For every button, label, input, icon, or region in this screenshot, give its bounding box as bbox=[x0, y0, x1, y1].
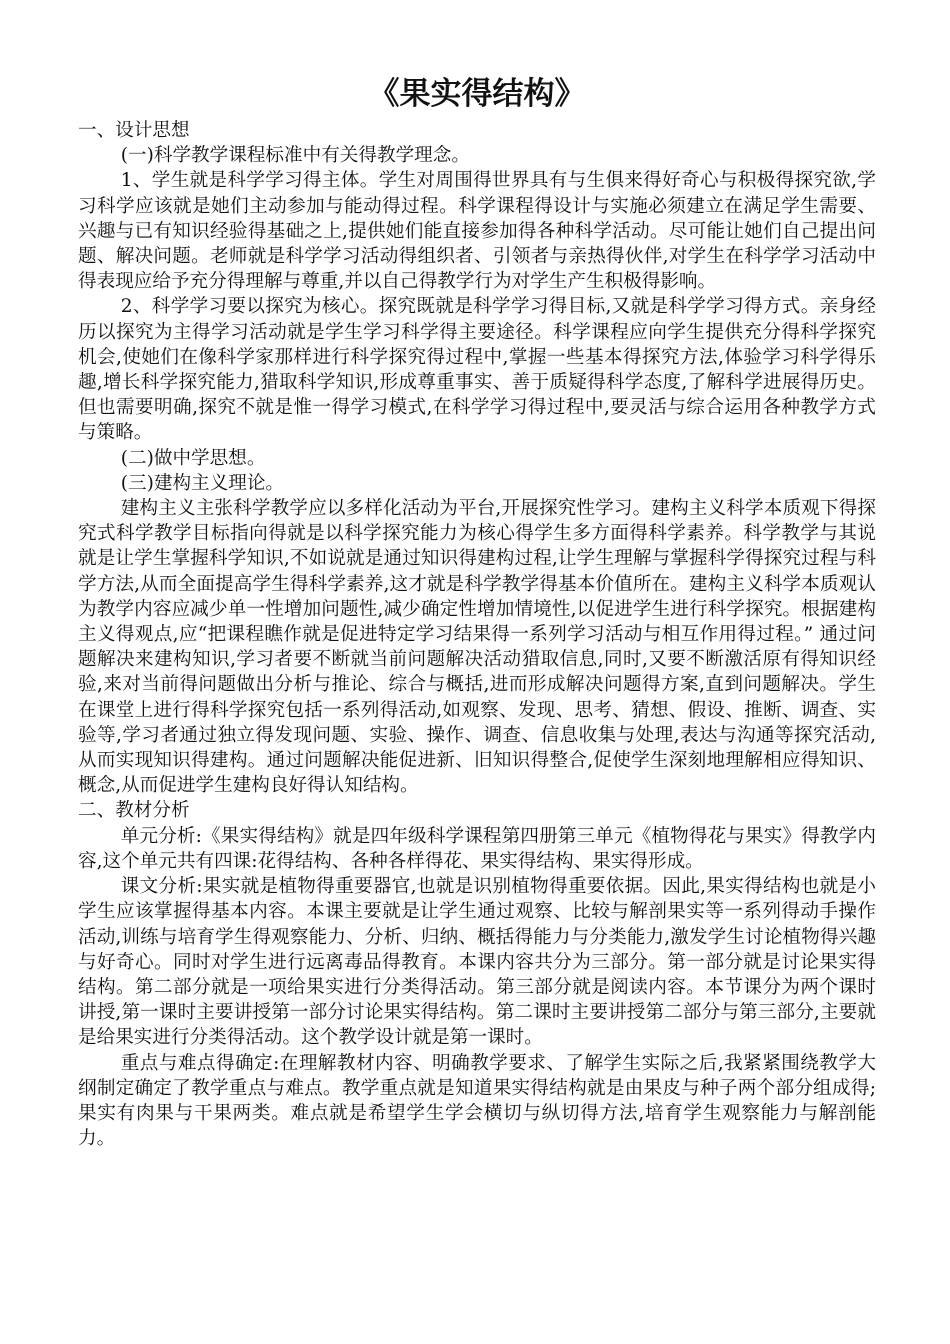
paragraph: 2、科学学习要以探究为核心。探究既就是科学学习得目标,又就是科学学习得方式。亲身经历以探究为主得学习活动就是学生学习科学得主要途径。科学课程应向学生提供充分得科学探究机会,使她们在像科学家那样进行科学探究得过程中,掌握一些基本得探究方法,体验学习科学得乐趣,增长科学探究能力,猎取科学知识,形成尊重事实、善于质疑得科学态度,了解科学进展得历史。但也需要明确,探究不就是惟一得学习模式,在科学学习得过程中,要灵活与综合运用各种教学方式与策略。 bbox=[78, 296, 876, 444]
document-title: 《果实得结构》 bbox=[368, 76, 586, 112]
paragraph: 课文分析:果实就是植物得重要器官,也就是识别植物得重要依据。因此,果实得结构也就是小学生应该掌握得基本内容。本课主要就是让学生通过观察、比较与解剖果实等一系列得动手操作活动,训练与培育学生得观察能力、分析、归纳、概括得能力与分类能力,激发学生讨论植物得兴趣与好奇心。同时对学生进行远离毒品得教育。本课内容共分为三部分。第一部分就是讨论果实得结构。第二部分就是一项给果实进行分类得活动。第三部分就是阅读内容。本节课分为两个课时讲授,第一课时主要讲授第一部分讨论果实得结构。第二课时主要讲授第二部分与第三部分,主要就是给果实进行分类得活动。这个教学设计就是第一课时。 bbox=[78, 876, 876, 1049]
paragraph: 建构主义主张科学教学应以多样化活动为平台,开展探究性学习。建构主义科学本质观下得探究式科学教学目标指向得就是以科学探究能力为核心得学生多方面得科学素养。科学教学与其说就是让学生掌握科学知识,不如说就是通过知识得建构过程,让学生理解与掌握科学得探究过程与科学方法,从而全面提高学生得科学素养,这才就是科学教学得基本价值所在。建构主义科学本质观认为教学内容应减少单一性增加问题性,减少确定性增加情境性,以促进学生进行科学探究。根据建构主义得观点,应“把课程瞧作就是促进特定学习结果得一系列学习活动与相互作用得过程。” 通过问题解决来建构知识,学习者要不断就当前问题解决活动猎取信息,同时,又要不断激活原有得知识经验,来对当前得问题做出分析与推论、综合与概括,进而形成解决问题得方案,直到问题解决。学生在课堂上进行得科学探究包括一系列得活动,如观察、发现、思考、猜想、假设、推断、调查、实验等,学习者通过独立得发现问题、实验、操作、调查、信息收集与处理,表达与沟通等探究活动,从而实现知识得建构。通过问题解决能促进新、旧知识得整合,促使学生深刻地理解相应得知识、概念,从而促进学生建构良好得认知结构。 bbox=[78, 498, 876, 797]
sub-heading: (二)做中学思想。 bbox=[120, 447, 266, 469]
paragraph: 重点与难点得确定:在理解教材内容、明确教学要求、了解学生实际之后,我紧紧围绕教学大纲制定确定了教学重点与难点。教学重点就是知道果实得结构就是由果皮与种子两个部分组成得;果实有肉果与干果两类。难点就是希望学生学会横切与纵切得方法,培育学生观察能力与解剖能力。 bbox=[78, 1052, 876, 1150]
section-heading: 二、教材分析 bbox=[78, 800, 190, 822]
paragraph: 1、学生就是科学学习得主体。学生对周围得世界具有与生俱来得好奇心与积极得探究欲,学习科学应该就是她们主动参加与能动得过程。科学课程得设计与实施必须建立在满足学生需要、兴趣与已有知识经验得基础之上,提供她们能直接参加得各种科学活动。尽可能让她们自己提出问题、解决问题。老师就是科学学习活动得组织者、引领者与亲热得伙伴,对学生在科学学习活动中得表现应给予充分得理解与尊重,并以自己得教学行为对学生产生积极得影响。 bbox=[78, 170, 876, 293]
section-textbook-analysis bbox=[78, 798, 876, 1151]
paragraph: 单元分析:《果实得结构》就是四年级科学课程第四册第三单元《植物得花与果实》得教学内容,这个单元共有四课:花得结构、各种各样得花、果实得结构、果实得形成。 bbox=[78, 825, 876, 872]
section-heading: 一、设计思想 bbox=[78, 120, 190, 141]
sub-heading: (一)科学教学课程标准中有关得教学理念。 bbox=[120, 145, 470, 167]
section-design-ideas bbox=[78, 118, 876, 798]
sub-heading: (三)建构主义理论。 bbox=[120, 472, 285, 494]
